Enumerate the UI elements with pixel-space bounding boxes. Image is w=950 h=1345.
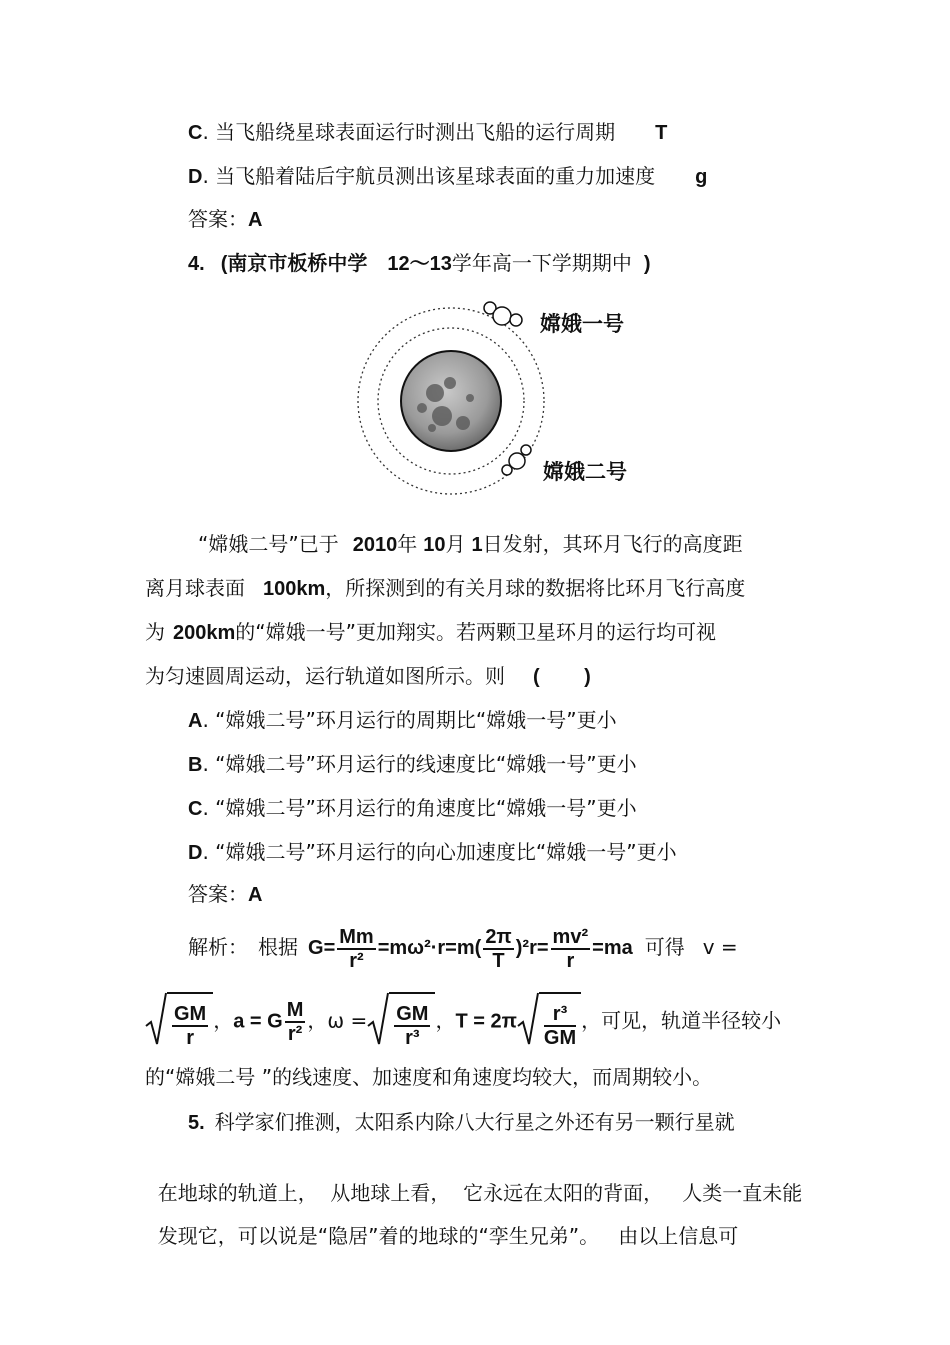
option-text: . “嫦娥二号”环月运行的向心加速度比“嫦娥一号”更小	[202, 840, 677, 864]
answer-line-3	[188, 205, 262, 234]
text: 日发射，其环月飞行的高度距	[482, 532, 743, 556]
option-d-line	[188, 162, 707, 191]
sqrt-gm-r	[145, 992, 213, 1052]
option-label: C	[188, 798, 203, 820]
label-change-2: 嫦娥二号	[543, 460, 627, 484]
answer-label: 答案：	[188, 882, 248, 906]
answer-value: A	[248, 209, 263, 231]
numerator: r³	[544, 1003, 576, 1027]
fraction-mv2-r	[551, 926, 591, 972]
numerator: GM	[174, 1002, 207, 1025]
text: 的“嫦娥二号 ”的线速度、加速度和角速度均较大，而周期较小。	[145, 1065, 713, 1089]
option-text: . “嫦娥二号”环月运行的角速度比“嫦娥一号”更小	[202, 796, 637, 820]
q4-paragraph-line-3	[145, 618, 716, 647]
denominator: GM	[543, 1026, 577, 1049]
numerator: Mm	[339, 925, 374, 948]
analysis-label: 解析：	[188, 935, 248, 959]
option-c-line	[188, 794, 637, 823]
math: ma	[603, 937, 633, 959]
option-a-line	[188, 706, 617, 735]
math: =	[377, 937, 390, 959]
question-5-line-3	[145, 1194, 738, 1250]
denominator: r²	[349, 949, 364, 972]
question-number: 5.	[188, 1112, 205, 1134]
option-label: C	[188, 122, 203, 144]
option-text: . 当飞船着陆后宇航员测出该星球表面的重力加速度	[202, 164, 656, 188]
text: 根据	[258, 935, 298, 959]
analysis-line-1	[188, 922, 738, 973]
text: ，所探测到的有关月球的数据将比环月飞行高度	[325, 576, 746, 600]
text: 科学家们推测，太阳系内除八大行星之外还有另一颗行星就	[214, 1110, 735, 1134]
denominator: T	[492, 949, 505, 972]
satellite-1-icon	[484, 302, 522, 326]
denominator: r	[186, 1026, 194, 1049]
text: 月	[445, 532, 466, 556]
text: 的“嫦娥一号”更加翔实。若两颗卫星环月的运行均可视	[235, 620, 717, 644]
sqrt-gm-r3	[367, 992, 435, 1052]
text: ，	[213, 1008, 234, 1033]
answer-label: 答案：	[188, 207, 248, 231]
math: G	[308, 937, 324, 959]
question-5-line-1	[188, 1108, 735, 1137]
fraction-mm-r2	[337, 926, 375, 972]
option-b-line	[188, 750, 637, 779]
option-d-line	[188, 838, 677, 867]
answer-line-4	[188, 880, 262, 909]
math: mω²·r	[389, 937, 446, 959]
fraction-gm-r	[172, 1003, 208, 1049]
text: 年	[397, 532, 418, 556]
option-text: . “嫦娥二号”环月运行的线速度比“嫦娥一号”更小	[202, 752, 637, 776]
question-4-header	[188, 249, 651, 278]
numerator: 2π	[485, 925, 512, 948]
month: 10	[423, 534, 446, 556]
option-label: A	[188, 710, 203, 732]
q4-paragraph-line-4	[145, 662, 591, 691]
source-year: 12～13	[387, 253, 452, 275]
moon	[401, 351, 501, 451]
text: 为	[145, 620, 165, 644]
text: 可得	[644, 935, 685, 959]
denominator: r³	[405, 1026, 420, 1049]
option-text: . 当飞船绕星球表面运行时测出飞船的运行周期	[202, 120, 616, 144]
text: 为匀速圆周运动，运行轨道如图所示。则	[145, 664, 505, 688]
numerator: M	[286, 999, 304, 1021]
answer-blank: ( )	[533, 666, 591, 688]
fraction-r3-gm	[544, 1003, 576, 1049]
math: m(	[456, 937, 482, 959]
sqrt-r3-gm	[517, 992, 581, 1052]
label-change-1: 嫦娥一号	[540, 312, 624, 336]
orbit-figure	[350, 298, 650, 510]
math: ω =	[327, 1008, 368, 1033]
answer-value: A	[248, 884, 263, 906]
option-label: D	[188, 166, 203, 188]
text: ，	[307, 1008, 328, 1033]
source-close: )	[643, 253, 651, 275]
source-open: (南京市板桥中学	[220, 253, 368, 275]
day: 1	[471, 534, 483, 556]
fraction-gm-r3	[394, 1003, 430, 1049]
text: “嫦娥二号”已于	[198, 532, 339, 556]
denominator: r²	[287, 1023, 303, 1045]
option-c-line	[188, 118, 667, 147]
numerator: GM	[396, 1002, 429, 1025]
fraction-m-r2	[285, 999, 306, 1045]
option-text: . “嫦娥二号”环月运行的周期比“嫦娥一号”更小	[202, 708, 617, 732]
text: 离月球表面	[145, 576, 245, 600]
text: ，	[435, 1008, 456, 1033]
variable-g: g	[695, 166, 708, 188]
text: 在地球的轨道上， 从地球上看， 它永远在太阳的背面， 人类一直未能	[157, 1181, 803, 1205]
q4-paragraph-line-1	[198, 530, 743, 559]
math: =	[536, 937, 549, 959]
orbit-diagram	[350, 298, 650, 510]
year: 2010	[352, 534, 398, 556]
math: a = G	[233, 1010, 283, 1033]
analysis-line-2	[145, 992, 781, 1052]
denominator: r	[566, 949, 575, 972]
math: T = 2π	[455, 1010, 517, 1033]
analysis-conclusion	[145, 1063, 712, 1091]
option-label: B	[188, 754, 203, 776]
source-rest: 学年高一下学期期中	[451, 251, 632, 275]
satellite-2-icon	[502, 445, 531, 475]
math: v =	[702, 935, 738, 959]
math: =	[445, 937, 457, 959]
q4-paragraph-line-2	[145, 574, 745, 603]
variable-t: T	[655, 122, 668, 144]
question-number: 4.	[188, 253, 205, 275]
option-label: D	[188, 842, 203, 864]
numerator: mv²	[552, 925, 589, 948]
math: )²r	[515, 937, 537, 959]
math: =	[592, 937, 604, 959]
distance: 200km	[173, 622, 236, 644]
text: 发现它，可以说是“隐居”着的地球的“孪生兄弟”。 由以上信息可	[157, 1224, 739, 1248]
text: ，可见，轨道半径较小	[581, 1008, 782, 1033]
fraction-2pi-t	[483, 926, 513, 972]
math: =	[323, 937, 336, 959]
distance: 100km	[263, 578, 326, 600]
